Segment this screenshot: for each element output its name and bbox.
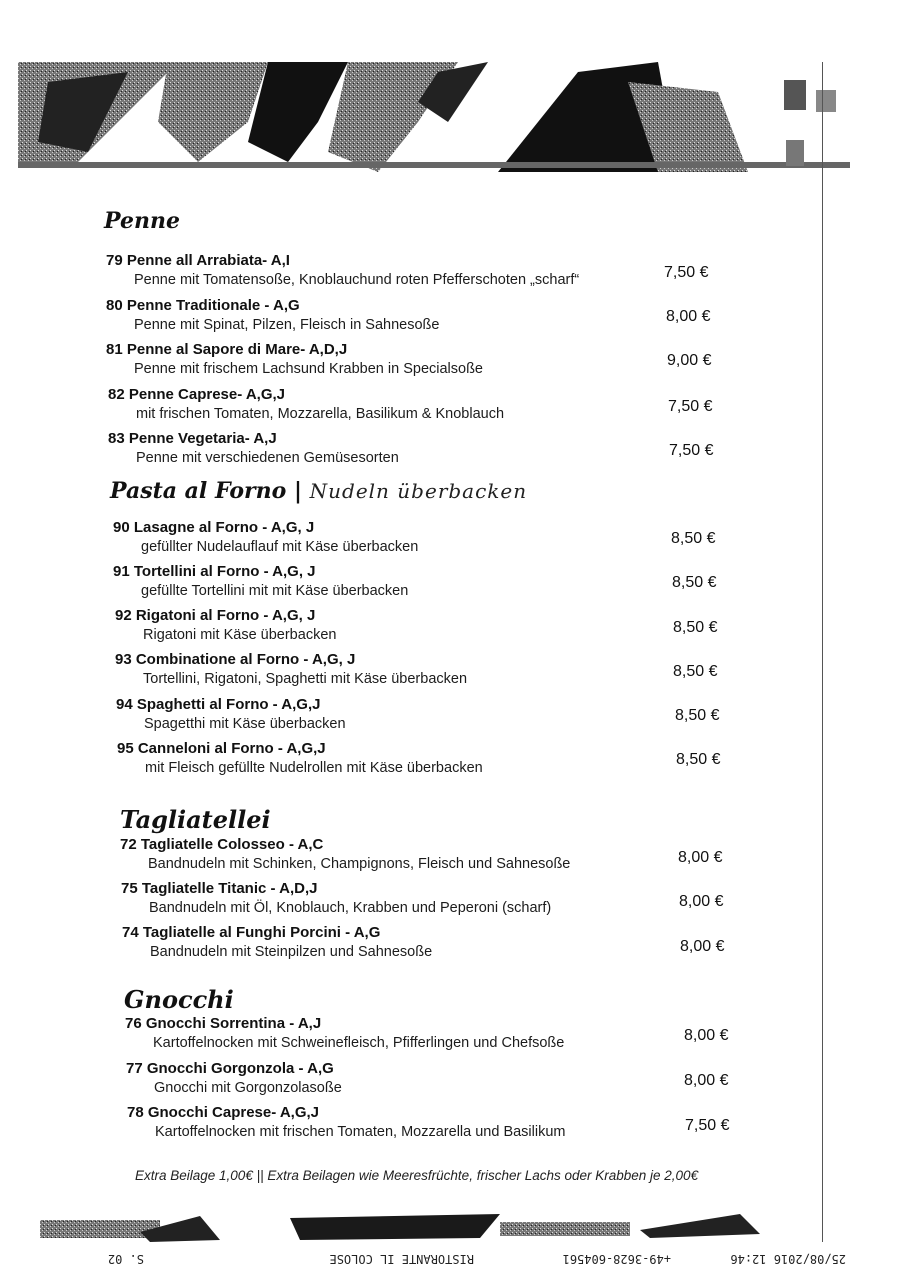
item-price: 8,00 € (666, 308, 711, 325)
menu-item (108, 386, 504, 422)
item-description: Bandnudeln mit Schinken, Champignons, Fleisch und Sahnesoße (148, 856, 571, 872)
menu-item (115, 651, 467, 687)
fax-phone-number: +49-3628-604561 (562, 1252, 671, 1266)
item-price: 7,50 € (664, 264, 709, 281)
item-name: 83 Penne Vegetaria- A,J (108, 430, 277, 447)
fax-sender: RISTORANTE IL COLOSE (329, 1252, 474, 1266)
item-description: Rigatoni mit Käse überbacken (143, 627, 337, 643)
item-description: Penne mit verschiedenen Gemüsesorten (136, 450, 399, 466)
menu-item (121, 880, 551, 916)
section-title-tagliatellei: Tagliatellei (120, 805, 271, 834)
item-name: 78 Gnocchi Caprese- A,G,J (127, 1104, 320, 1121)
menu-item (106, 341, 483, 377)
item-description: Penne mit Tomatensoße, Knoblauchund roten Pfefferschoten „scharf“ (134, 272, 580, 288)
section-divider: | (293, 478, 310, 504)
menu-item (113, 563, 408, 599)
item-name: 82 Penne Caprese- A,G,J (108, 386, 286, 403)
item-price: 7,50 € (669, 442, 714, 459)
item-description: gefüllter Nudelauflauf mit Käse überbacken (141, 539, 419, 555)
page-edge-line (822, 62, 823, 1242)
menu-item (120, 836, 570, 872)
menu-item (108, 430, 399, 466)
item-name: 92 Rigatoni al Forno - A,G, J (115, 607, 316, 624)
item-name: 81 Penne al Sapore di Mare- A,D,J (106, 341, 348, 358)
decorative-speckle (776, 70, 846, 180)
menu-item (125, 1015, 564, 1051)
item-price: 7,50 € (668, 398, 713, 415)
item-price: 8,50 € (671, 530, 716, 547)
item-name: 80 Penne Traditionale - A,G (106, 297, 300, 314)
item-price: 9,00 € (667, 352, 712, 369)
menu-item (127, 1104, 566, 1140)
fax-page-number: S. 02 (107, 1252, 144, 1266)
decorative-footer-strip (40, 1212, 830, 1244)
fax-transmission-header (0, 1246, 906, 1266)
item-price: 8,50 € (673, 663, 718, 680)
menu-item (122, 924, 432, 960)
item-description: Bandnudeln mit Steinpilzen und Sahnesoße (150, 944, 433, 960)
item-name: 74 Tagliatelle al Funghi Porcini - A,G (122, 924, 381, 941)
item-description: Kartoffelnocken mit frischen Tomaten, Mozzarella und Basilikum (155, 1124, 566, 1140)
fax-date-time: 25/08/2016 12:46 (730, 1252, 846, 1266)
item-price: 8,50 € (675, 707, 720, 724)
item-price: 8,50 € (676, 751, 721, 768)
item-price: 7,50 € (685, 1117, 730, 1134)
item-name: 90 Lasagne al Forno - A,G, J (113, 519, 315, 536)
section-title-penne: Penne (104, 208, 180, 234)
section-title-pasta-al-forno: Pasta al Forno | Nudeln überbacken (110, 478, 528, 504)
item-name: 79 Penne all Arrabiata- A,I (106, 252, 290, 269)
item-name: 94 Spaghetti al Forno - A,G,J (116, 696, 321, 713)
item-description: Penne mit frischem Lachsund Krabben in Specialsoße (134, 361, 483, 377)
item-description: Bandnudeln mit Öl, Knoblauch, Krabben und Peperoni (scharf) (149, 900, 552, 916)
menu-item (106, 252, 579, 288)
item-description: Gnocchi mit Gorgonzolasoße (154, 1080, 342, 1096)
item-name: 76 Gnocchi Sorrentina - A,J (125, 1015, 322, 1032)
item-description: Tortellini, Rigatoni, Spaghetti mit Käse überbacken (143, 671, 468, 687)
menu-item (117, 740, 483, 776)
decorative-banner (18, 62, 850, 174)
item-name: 75 Tagliatelle Titanic - A,D,J (121, 880, 318, 897)
item-name: 72 Tagliatelle Colosseo - A,C (120, 836, 324, 853)
menu-item (116, 696, 346, 732)
menu-item (113, 519, 418, 555)
item-name: 77 Gnocchi Gorgonzola - A,G (126, 1060, 334, 1077)
menu-item (106, 297, 439, 333)
item-name: 93 Combinatione al Forno - A,G, J (115, 651, 356, 668)
item-price: 8,00 € (679, 893, 724, 910)
menu-item (115, 607, 336, 643)
item-price: 8,50 € (672, 574, 717, 591)
item-name: 95 Canneloni al Forno - A,G,J (117, 740, 326, 757)
section-title-gnocchi: Gnocchi (124, 985, 234, 1014)
menu-item (126, 1060, 342, 1096)
extra-sides-note: Extra Beilage 1,00€ || Extra Beilagen wie Meeresfrüchte, frischer Lachs oder Krabben je 2,00€ (135, 1168, 699, 1183)
item-name: 91 Tortellini al Forno - A,G, J (113, 563, 316, 580)
item-description: Spagetthi mit Käse überbacken (144, 716, 346, 732)
item-price: 8,00 € (684, 1027, 729, 1044)
item-description: Kartoffelnocken mit Schweinefleisch, Pfifferlingen und Chefsoße (153, 1035, 565, 1051)
item-description: mit Fleisch gefüllte Nudelrollen mit Käse überbacken (145, 760, 483, 776)
item-description: Penne mit Spinat, Pilzen, Fleisch in Sahnesoße (134, 317, 440, 333)
item-description: gefüllte Tortellini mit mit Käse überbacken (141, 583, 409, 599)
item-price: 8,50 € (673, 619, 718, 636)
item-price: 8,00 € (680, 938, 725, 955)
item-price: 8,00 € (678, 849, 723, 866)
item-description: mit frischen Tomaten, Mozzarella, Basilikum & Knoblauch (136, 406, 505, 422)
item-price: 8,00 € (684, 1072, 729, 1089)
section-subtitle: Nudeln überbacken (309, 479, 528, 503)
